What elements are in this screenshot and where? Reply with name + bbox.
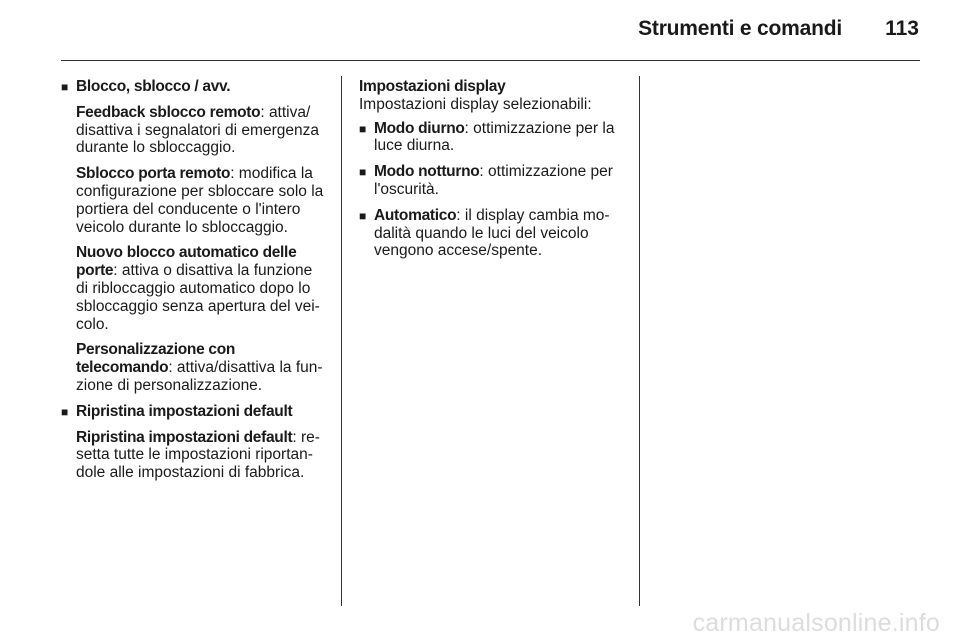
watermark: carmanualsonline.info <box>692 609 940 637</box>
setting-term: Automatico <box>374 206 457 224</box>
setting-text: : attiva/disattiva la fun- zione di personalizzazione. <box>76 359 323 394</box>
setting-term: Feedback sblocco remoto <box>76 103 261 121</box>
page-number: 113 <box>885 17 919 40</box>
setting-term: Modo diurno <box>374 119 465 137</box>
setting-term: Modo notturno <box>374 163 480 181</box>
header-divider <box>61 60 920 61</box>
page-header <box>0 0 960 62</box>
column-divider-right <box>639 76 640 606</box>
bullet-icon: ■ <box>359 121 367 136</box>
bullet-icon: ■ <box>359 165 367 180</box>
display-mode-item <box>359 207 627 260</box>
setting-text: : attiva o disattiva la funzione di ribloccaggio automatico dopo lo sbloccaggio senza apertura del vei- colo. <box>76 262 320 333</box>
setting-text: : ottimizzazione per la luce diurna. <box>374 119 615 155</box>
middle-column <box>359 78 627 268</box>
bullet-icon: ■ <box>61 80 69 94</box>
section-ripristina <box>61 403 327 421</box>
section-heading: Impostazioni display <box>359 78 506 95</box>
section-blocco-sblocco <box>61 78 327 96</box>
setting-term: Personalizzazione con telecomando <box>76 341 236 377</box>
section-intro: Impostazioni display selezionabili: <box>359 95 592 113</box>
section-heading: Blocco, sblocco / avv. <box>76 78 231 95</box>
setting-description <box>61 429 327 482</box>
section-heading: Ripristina impostazioni default <box>76 402 293 420</box>
bullet-icon: ■ <box>61 404 69 419</box>
column-divider-left <box>341 76 342 606</box>
display-mode-item <box>359 120 627 156</box>
setting-term: Nuovo blocco automatico delle porte <box>76 244 297 280</box>
setting-description <box>61 165 327 236</box>
setting-description <box>61 244 327 333</box>
setting-text: : re- setta tutte le impostazioni riportan- dole alle impostazioni di fabbrica. <box>76 428 320 482</box>
bullet-icon: ■ <box>359 208 367 223</box>
setting-term: Sblocco porta remoto <box>76 165 231 183</box>
left-column <box>61 78 327 490</box>
setting-text: : ottimizzazione per l'oscurità. <box>374 163 613 198</box>
setting-text: : il display cambia mo- dalità quando le luci del veicolo vengono accese/spente. <box>374 206 610 260</box>
setting-text: : modifica la configurazione per sbloccare solo la portiera del conducente o l'intero veicolo durante lo sbloccaggio. <box>76 165 324 236</box>
setting-text: : attiva/ disattiva i segnalatori di emergenza durante lo sbloccaggio. <box>76 103 319 157</box>
setting-description <box>61 104 327 157</box>
display-mode-item <box>359 163 627 199</box>
setting-term: Ripristina impostazioni default <box>76 428 293 446</box>
page-title: Strumenti e comandi <box>638 17 842 40</box>
setting-description <box>61 341 327 394</box>
